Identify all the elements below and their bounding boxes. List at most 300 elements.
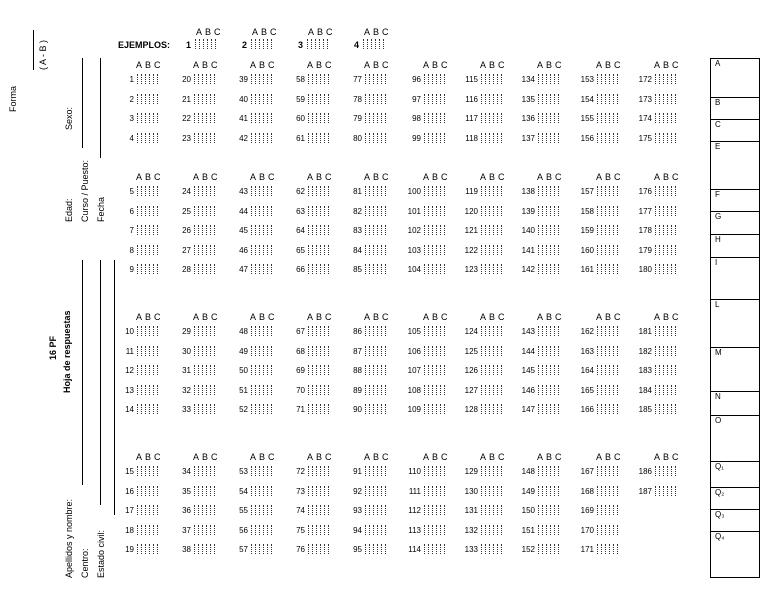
answer-bubble-a[interactable] <box>365 404 370 414</box>
answer-bubble-a[interactable] <box>597 466 602 476</box>
answer-bubble-a[interactable] <box>424 245 429 255</box>
answer-bubble-a[interactable] <box>137 206 142 216</box>
answer-bubble-a[interactable] <box>424 74 429 84</box>
answer-bubble-c[interactable] <box>613 466 618 476</box>
answer-bubble-b[interactable] <box>605 346 610 356</box>
answer-bubble-c[interactable] <box>554 245 559 255</box>
answer-bubble-c[interactable] <box>153 245 158 255</box>
answer-bubble-b[interactable] <box>373 113 378 123</box>
answer-bubble-c[interactable] <box>613 264 618 274</box>
answer-bubble-b[interactable] <box>432 113 437 123</box>
answer-bubble-b[interactable] <box>432 186 437 196</box>
answer-bubble-c[interactable] <box>497 365 502 375</box>
answer-bubble-a[interactable] <box>481 206 486 216</box>
answer-bubble-c[interactable] <box>497 225 502 235</box>
answer-bubble-c[interactable] <box>381 74 386 84</box>
answer-bubble-a[interactable] <box>251 466 256 476</box>
answer-bubble-b[interactable] <box>373 94 378 104</box>
answer-bubble-a[interactable] <box>424 404 429 414</box>
answer-bubble-c[interactable] <box>554 133 559 143</box>
answer-bubble-a[interactable] <box>597 74 602 84</box>
answer-bubble-a[interactable] <box>424 346 429 356</box>
answer-bubble-b[interactable] <box>259 466 264 476</box>
answer-bubble-b[interactable] <box>373 466 378 476</box>
answer-bubble-c[interactable] <box>671 94 676 104</box>
answer-bubble-b[interactable] <box>316 206 321 216</box>
answer-bubble-c[interactable] <box>153 74 158 84</box>
answer-bubble-a[interactable] <box>308 466 313 476</box>
answer-bubble-a[interactable] <box>655 245 660 255</box>
answer-bubble-a[interactable] <box>194 525 199 535</box>
answer-bubble-c[interactable] <box>554 94 559 104</box>
answer-bubble-a[interactable] <box>251 385 256 395</box>
answer-bubble-b[interactable] <box>432 133 437 143</box>
answer-bubble-a[interactable] <box>194 74 199 84</box>
answer-bubble-b[interactable] <box>432 264 437 274</box>
answer-bubble-a[interactable] <box>655 94 660 104</box>
answer-bubble-c[interactable] <box>671 404 676 414</box>
answer-bubble-b[interactable] <box>202 225 207 235</box>
answer-bubble-c[interactable] <box>613 133 618 143</box>
answer-bubble-c[interactable] <box>324 365 329 375</box>
answer-bubble-a[interactable] <box>538 245 543 255</box>
answer-bubble-b[interactable] <box>371 39 376 49</box>
answer-bubble-c[interactable] <box>211 39 216 49</box>
answer-bubble-b[interactable] <box>145 404 150 414</box>
answer-bubble-b[interactable] <box>316 264 321 274</box>
answer-bubble-a[interactable] <box>597 326 602 336</box>
answer-bubble-b[interactable] <box>259 113 264 123</box>
answer-bubble-a[interactable] <box>365 326 370 336</box>
answer-bubble-c[interactable] <box>440 525 445 535</box>
answer-bubble-c[interactable] <box>497 264 502 274</box>
answer-bubble-b[interactable] <box>259 365 264 375</box>
answer-bubble-a[interactable] <box>195 39 200 49</box>
answer-bubble-b[interactable] <box>663 326 668 336</box>
answer-bubble-b[interactable] <box>259 39 264 49</box>
answer-bubble-c[interactable] <box>671 264 676 274</box>
answer-bubble-a[interactable] <box>194 346 199 356</box>
answer-bubble-b[interactable] <box>546 404 551 414</box>
answer-bubble-b[interactable] <box>663 264 668 274</box>
answer-bubble-b[interactable] <box>663 346 668 356</box>
answer-bubble-a[interactable] <box>137 94 142 104</box>
answer-bubble-b[interactable] <box>316 365 321 375</box>
answer-bubble-a[interactable] <box>308 525 313 535</box>
answer-bubble-c[interactable] <box>381 525 386 535</box>
answer-bubble-b[interactable] <box>432 365 437 375</box>
answer-bubble-a[interactable] <box>365 113 370 123</box>
answer-bubble-a[interactable] <box>308 113 313 123</box>
answer-bubble-b[interactable] <box>145 365 150 375</box>
answer-bubble-c[interactable] <box>267 74 272 84</box>
answer-bubble-a[interactable] <box>137 544 142 554</box>
answer-bubble-b[interactable] <box>432 525 437 535</box>
answer-bubble-a[interactable] <box>597 404 602 414</box>
answer-bubble-b[interactable] <box>259 133 264 143</box>
answer-bubble-c[interactable] <box>210 544 215 554</box>
answer-bubble-b[interactable] <box>145 133 150 143</box>
answer-bubble-a[interactable] <box>655 264 660 274</box>
answer-bubble-a[interactable] <box>308 133 313 143</box>
answer-bubble-b[interactable] <box>202 264 207 274</box>
answer-bubble-c[interactable] <box>153 94 158 104</box>
answer-bubble-a[interactable] <box>597 346 602 356</box>
answer-bubble-b[interactable] <box>605 326 610 336</box>
answer-bubble-c[interactable] <box>267 94 272 104</box>
answer-bubble-a[interactable] <box>424 525 429 535</box>
answer-bubble-c[interactable] <box>324 326 329 336</box>
answer-bubble-a[interactable] <box>365 466 370 476</box>
answer-bubble-b[interactable] <box>546 346 551 356</box>
answer-bubble-c[interactable] <box>267 544 272 554</box>
answer-bubble-b[interactable] <box>145 486 150 496</box>
answer-bubble-c[interactable] <box>210 385 215 395</box>
answer-bubble-a[interactable] <box>251 525 256 535</box>
answer-bubble-a[interactable] <box>481 133 486 143</box>
factor-box[interactable]: O <box>711 415 759 461</box>
answer-bubble-a[interactable] <box>308 486 313 496</box>
answer-bubble-c[interactable] <box>440 326 445 336</box>
answer-bubble-b[interactable] <box>546 245 551 255</box>
answer-bubble-a[interactable] <box>365 225 370 235</box>
answer-bubble-a[interactable] <box>251 326 256 336</box>
factor-box[interactable]: E <box>711 141 759 189</box>
factor-box[interactable]: C <box>711 119 759 141</box>
answer-bubble-a[interactable] <box>538 94 543 104</box>
answer-bubble-b[interactable] <box>202 326 207 336</box>
answer-bubble-c[interactable] <box>554 74 559 84</box>
answer-bubble-a[interactable] <box>308 326 313 336</box>
answer-bubble-b[interactable] <box>605 385 610 395</box>
answer-bubble-b[interactable] <box>373 486 378 496</box>
answer-bubble-a[interactable] <box>194 264 199 274</box>
answer-bubble-b[interactable] <box>316 113 321 123</box>
answer-bubble-a[interactable] <box>538 346 543 356</box>
answer-bubble-c[interactable] <box>153 186 158 196</box>
answer-bubble-c[interactable] <box>381 133 386 143</box>
answer-bubble-a[interactable] <box>538 326 543 336</box>
answer-bubble-a[interactable] <box>308 505 313 515</box>
answer-bubble-a[interactable] <box>424 94 429 104</box>
answer-bubble-c[interactable] <box>440 365 445 375</box>
answer-bubble-b[interactable] <box>315 39 320 49</box>
answer-bubble-c[interactable] <box>381 264 386 274</box>
answer-bubble-a[interactable] <box>538 486 543 496</box>
answer-bubble-b[interactable] <box>546 206 551 216</box>
answer-bubble-c[interactable] <box>153 264 158 274</box>
answer-bubble-c[interactable] <box>497 404 502 414</box>
answer-bubble-a[interactable] <box>597 225 602 235</box>
answer-bubble-c[interactable] <box>381 466 386 476</box>
answer-bubble-a[interactable] <box>137 225 142 235</box>
answer-bubble-c[interactable] <box>153 486 158 496</box>
answer-bubble-b[interactable] <box>202 186 207 196</box>
answer-bubble-a[interactable] <box>308 186 313 196</box>
answer-bubble-b[interactable] <box>202 365 207 375</box>
answer-bubble-b[interactable] <box>259 264 264 274</box>
answer-bubble-a[interactable] <box>194 186 199 196</box>
answer-bubble-b[interactable] <box>432 245 437 255</box>
answer-bubble-c[interactable] <box>554 505 559 515</box>
answer-bubble-a[interactable] <box>481 404 486 414</box>
answer-bubble-a[interactable] <box>481 346 486 356</box>
answer-bubble-a[interactable] <box>308 245 313 255</box>
answer-bubble-b[interactable] <box>202 486 207 496</box>
answer-bubble-b[interactable] <box>489 486 494 496</box>
answer-bubble-a[interactable] <box>538 365 543 375</box>
answer-bubble-a[interactable] <box>424 486 429 496</box>
answer-bubble-b[interactable] <box>663 94 668 104</box>
answer-bubble-b[interactable] <box>546 466 551 476</box>
answer-bubble-b[interactable] <box>316 346 321 356</box>
answer-bubble-c[interactable] <box>613 385 618 395</box>
answer-bubble-b[interactable] <box>202 94 207 104</box>
answer-bubble-a[interactable] <box>655 346 660 356</box>
answer-bubble-c[interactable] <box>153 326 158 336</box>
answer-bubble-a[interactable] <box>538 466 543 476</box>
answer-bubble-b[interactable] <box>605 206 610 216</box>
factor-box[interactable]: G <box>711 211 759 234</box>
answer-bubble-c[interactable] <box>440 346 445 356</box>
answer-bubble-a[interactable] <box>365 525 370 535</box>
answer-bubble-a[interactable] <box>424 544 429 554</box>
answer-bubble-c[interactable] <box>267 39 272 49</box>
answer-bubble-b[interactable] <box>373 133 378 143</box>
answer-bubble-b[interactable] <box>489 404 494 414</box>
answer-bubble-c[interactable] <box>210 264 215 274</box>
answer-bubble-c[interactable] <box>153 544 158 554</box>
answer-bubble-b[interactable] <box>145 525 150 535</box>
answer-bubble-a[interactable] <box>137 264 142 274</box>
answer-bubble-c[interactable] <box>554 113 559 123</box>
answer-bubble-c[interactable] <box>440 544 445 554</box>
answer-bubble-c[interactable] <box>671 133 676 143</box>
answer-bubble-a[interactable] <box>655 186 660 196</box>
answer-bubble-c[interactable] <box>671 365 676 375</box>
answer-bubble-c[interactable] <box>554 365 559 375</box>
answer-bubble-b[interactable] <box>373 225 378 235</box>
answer-bubble-a[interactable] <box>481 326 486 336</box>
answer-bubble-a[interactable] <box>424 186 429 196</box>
answer-bubble-a[interactable] <box>481 225 486 235</box>
answer-bubble-a[interactable] <box>481 544 486 554</box>
answer-bubble-a[interactable] <box>251 544 256 554</box>
answer-bubble-a[interactable] <box>538 525 543 535</box>
answer-bubble-c[interactable] <box>267 133 272 143</box>
answer-bubble-b[interactable] <box>489 74 494 84</box>
answer-bubble-b[interactable] <box>145 385 150 395</box>
answer-bubble-c[interactable] <box>153 505 158 515</box>
answer-bubble-a[interactable] <box>251 225 256 235</box>
answer-bubble-c[interactable] <box>613 326 618 336</box>
answer-bubble-b[interactable] <box>373 544 378 554</box>
answer-bubble-c[interactable] <box>324 245 329 255</box>
answer-bubble-b[interactable] <box>663 466 668 476</box>
answer-bubble-a[interactable] <box>597 94 602 104</box>
answer-bubble-c[interactable] <box>381 486 386 496</box>
answer-bubble-b[interactable] <box>316 225 321 235</box>
answer-bubble-a[interactable] <box>137 113 142 123</box>
answer-bubble-c[interactable] <box>267 186 272 196</box>
answer-bubble-b[interactable] <box>432 544 437 554</box>
answer-bubble-c[interactable] <box>324 385 329 395</box>
answer-bubble-c[interactable] <box>381 346 386 356</box>
answer-bubble-c[interactable] <box>613 544 618 554</box>
answer-bubble-b[interactable] <box>489 466 494 476</box>
answer-bubble-a[interactable] <box>481 486 486 496</box>
answer-bubble-c[interactable] <box>267 225 272 235</box>
answer-bubble-b[interactable] <box>489 525 494 535</box>
answer-bubble-b[interactable] <box>489 264 494 274</box>
answer-bubble-a[interactable] <box>308 206 313 216</box>
answer-bubble-c[interactable] <box>613 486 618 496</box>
answer-bubble-b[interactable] <box>605 466 610 476</box>
answer-bubble-b[interactable] <box>145 186 150 196</box>
factor-box[interactable]: F <box>711 189 759 211</box>
answer-bubble-a[interactable] <box>365 133 370 143</box>
answer-bubble-b[interactable] <box>489 346 494 356</box>
answer-bubble-b[interactable] <box>373 264 378 274</box>
answer-bubble-b[interactable] <box>663 385 668 395</box>
answer-bubble-c[interactable] <box>153 225 158 235</box>
answer-bubble-b[interactable] <box>373 346 378 356</box>
answer-bubble-b[interactable] <box>546 74 551 84</box>
answer-bubble-b[interactable] <box>546 94 551 104</box>
answer-bubble-b[interactable] <box>373 74 378 84</box>
answer-bubble-a[interactable] <box>365 74 370 84</box>
answer-bubble-a[interactable] <box>365 346 370 356</box>
answer-bubble-c[interactable] <box>613 206 618 216</box>
answer-bubble-a[interactable] <box>251 113 256 123</box>
answer-bubble-c[interactable] <box>153 385 158 395</box>
answer-bubble-a[interactable] <box>251 39 256 49</box>
answer-bubble-c[interactable] <box>440 94 445 104</box>
answer-bubble-b[interactable] <box>202 133 207 143</box>
answer-bubble-c[interactable] <box>210 326 215 336</box>
answer-bubble-b[interactable] <box>316 385 321 395</box>
answer-bubble-c[interactable] <box>671 113 676 123</box>
answer-bubble-a[interactable] <box>655 466 660 476</box>
answer-bubble-a[interactable] <box>481 505 486 515</box>
answer-bubble-a[interactable] <box>194 505 199 515</box>
answer-bubble-b[interactable] <box>145 206 150 216</box>
answer-bubble-c[interactable] <box>267 326 272 336</box>
answer-bubble-a[interactable] <box>137 385 142 395</box>
answer-bubble-b[interactable] <box>663 225 668 235</box>
answer-bubble-c[interactable] <box>381 245 386 255</box>
answer-bubble-a[interactable] <box>481 466 486 476</box>
answer-bubble-a[interactable] <box>481 264 486 274</box>
answer-bubble-a[interactable] <box>308 74 313 84</box>
answer-bubble-c[interactable] <box>267 404 272 414</box>
answer-bubble-c[interactable] <box>440 74 445 84</box>
answer-bubble-c[interactable] <box>210 525 215 535</box>
answer-bubble-a[interactable] <box>538 385 543 395</box>
answer-bubble-a[interactable] <box>137 245 142 255</box>
answer-bubble-b[interactable] <box>316 326 321 336</box>
answer-bubble-c[interactable] <box>497 385 502 395</box>
answer-bubble-c[interactable] <box>554 404 559 414</box>
answer-bubble-a[interactable] <box>655 74 660 84</box>
answer-bubble-c[interactable] <box>210 186 215 196</box>
answer-bubble-c[interactable] <box>210 74 215 84</box>
answer-bubble-c[interactable] <box>210 245 215 255</box>
answer-bubble-b[interactable] <box>489 544 494 554</box>
answer-bubble-c[interactable] <box>210 505 215 515</box>
answer-bubble-a[interactable] <box>137 404 142 414</box>
answer-bubble-a[interactable] <box>481 385 486 395</box>
answer-bubble-c[interactable] <box>381 206 386 216</box>
answer-bubble-b[interactable] <box>605 245 610 255</box>
answer-bubble-c[interactable] <box>497 326 502 336</box>
answer-bubble-b[interactable] <box>259 486 264 496</box>
factor-box[interactable]: H <box>711 234 759 257</box>
answer-bubble-b[interactable] <box>489 133 494 143</box>
answer-bubble-b[interactable] <box>605 525 610 535</box>
answer-bubble-b[interactable] <box>663 365 668 375</box>
answer-bubble-c[interactable] <box>497 186 502 196</box>
answer-bubble-a[interactable] <box>597 264 602 274</box>
answer-bubble-a[interactable] <box>655 365 660 375</box>
answer-bubble-a[interactable] <box>137 133 142 143</box>
answer-bubble-b[interactable] <box>259 74 264 84</box>
answer-bubble-b[interactable] <box>145 505 150 515</box>
answer-bubble-a[interactable] <box>424 133 429 143</box>
answer-bubble-b[interactable] <box>316 245 321 255</box>
answer-bubble-a[interactable] <box>655 225 660 235</box>
answer-bubble-b[interactable] <box>316 544 321 554</box>
factor-box[interactable]: B <box>711 97 759 119</box>
answer-bubble-a[interactable] <box>655 486 660 496</box>
answer-bubble-c[interactable] <box>613 346 618 356</box>
answer-bubble-a[interactable] <box>538 505 543 515</box>
answer-bubble-c[interactable] <box>324 404 329 414</box>
answer-bubble-b[interactable] <box>605 94 610 104</box>
answer-bubble-b[interactable] <box>316 74 321 84</box>
answer-bubble-c[interactable] <box>613 94 618 104</box>
answer-bubble-b[interactable] <box>663 206 668 216</box>
answer-bubble-b[interactable] <box>202 245 207 255</box>
answer-bubble-a[interactable] <box>481 525 486 535</box>
answer-bubble-a[interactable] <box>365 505 370 515</box>
answer-bubble-c[interactable] <box>440 505 445 515</box>
answer-bubble-c[interactable] <box>440 113 445 123</box>
answer-bubble-c[interactable] <box>381 113 386 123</box>
answer-bubble-b[interactable] <box>259 544 264 554</box>
answer-bubble-c[interactable] <box>440 186 445 196</box>
answer-bubble-b[interactable] <box>663 404 668 414</box>
answer-bubble-b[interactable] <box>432 74 437 84</box>
answer-bubble-b[interactable] <box>546 225 551 235</box>
answer-bubble-b[interactable] <box>605 113 610 123</box>
answer-bubble-c[interactable] <box>210 365 215 375</box>
answer-bubble-a[interactable] <box>307 39 312 49</box>
answer-bubble-c[interactable] <box>210 113 215 123</box>
answer-bubble-c[interactable] <box>210 225 215 235</box>
answer-bubble-c[interactable] <box>554 225 559 235</box>
answer-bubble-b[interactable] <box>202 346 207 356</box>
answer-bubble-a[interactable] <box>538 74 543 84</box>
answer-bubble-a[interactable] <box>194 94 199 104</box>
answer-bubble-c[interactable] <box>381 404 386 414</box>
answer-bubble-c[interactable] <box>613 404 618 414</box>
answer-bubble-c[interactable] <box>497 544 502 554</box>
answer-bubble-b[interactable] <box>663 113 668 123</box>
answer-bubble-b[interactable] <box>605 74 610 84</box>
answer-bubble-a[interactable] <box>194 486 199 496</box>
answer-bubble-b[interactable] <box>373 365 378 375</box>
